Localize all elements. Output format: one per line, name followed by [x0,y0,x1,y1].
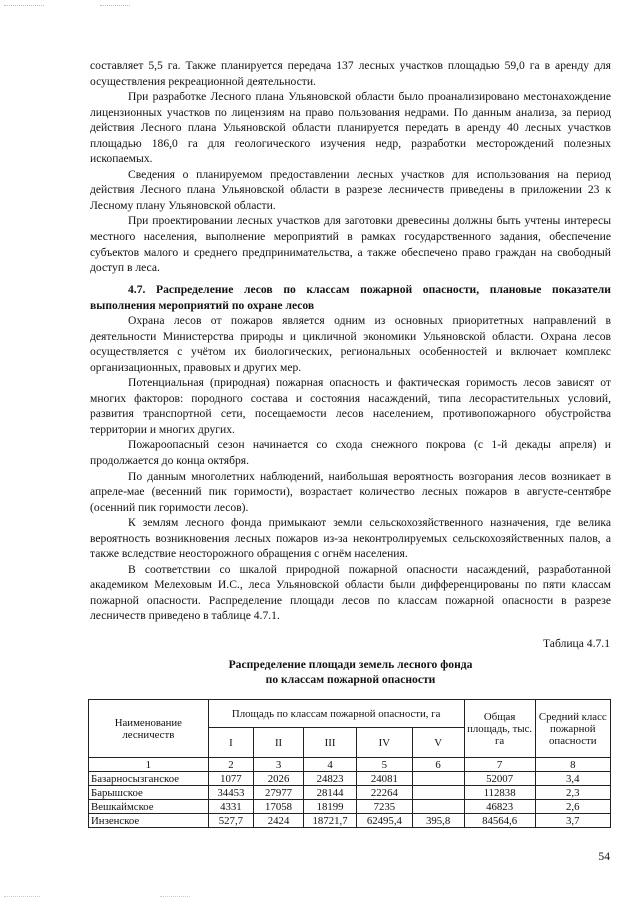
column-number-row [89,758,611,772]
cell-value: 2424 [254,814,304,828]
column-number: 8 [535,758,610,772]
scan-artifact [100,5,130,7]
section-heading: 4.7. Распределение лесов по классам пожарной опасности, плановые показатели выполнения мероприятий по охране лесов [90,283,611,312]
header-class-3: III [303,728,356,758]
cell-forestry: Базарносызганское [89,772,209,786]
table-title-line: по классам пожарной опасности [265,673,436,686]
column-number: 6 [412,758,464,772]
cell-value: 1077 [208,772,253,786]
cell-value: 18721,7 [303,814,356,828]
cell-value: 52007 [464,772,535,786]
cell-value: 46823 [464,800,535,814]
paragraph: составляет 5,5 га. Также планируется передача 137 лесных участков площадью 59,0 га в аренду для осуществления рекреационной деятельности. [90,59,611,88]
cell-value: 4331 [208,800,253,814]
cell-value: 3,4 [535,772,610,786]
header-class-2: II [254,728,304,758]
column-number: 5 [357,758,412,772]
cell-forestry: Инзенское [89,814,209,828]
scan-artifact [4,5,44,7]
column-number: 1 [89,758,209,772]
paragraph: Потенциальная (природная) пожарная опасность и фактическая горимость лесов зависят от многих факторов: породного состава и состояния насаждений, типа лесорастительных условий, развития транспортной сети, посещаемости лесов населением, противопожарного обустройства территории и многих других. [90,376,611,436]
body-text-top [90,58,611,276]
cell-value [412,772,464,786]
cell-value: 2026 [254,772,304,786]
header-total-area: Общая площадь, тыс. га [464,700,535,758]
cell-value: 395,8 [412,814,464,828]
cell-value: 112838 [464,786,535,800]
header-area-by-class: Площадь по классам пожарной опасности, га [208,700,464,728]
cell-value [412,800,464,814]
cell-value: 17058 [254,800,304,814]
cell-value: 2,6 [535,800,610,814]
cell-forestry: Барышское [89,786,209,800]
cell-value: 2,3 [535,786,610,800]
scan-artifact [160,896,190,898]
paragraph: К землям лесного фонда примыкают земли сельскохозяйственного назначения, где велика вероятность возникновения лесных пожаров из-за неконтролируемых сельскохозяйственных палов, а также вследствие неосторожного обращения с огнём населения. [90,516,611,561]
cell-value [412,786,464,800]
header-class-4: IV [357,728,412,758]
column-number: 3 [254,758,304,772]
scan-artifact [4,896,40,898]
table-row [89,786,611,800]
cell-value: 527,7 [208,814,253,828]
cell-value: 24081 [357,772,412,786]
paragraph: При проектировании лесных участков для заготовки древесины должны быть учтены интересы местного населения, выполнение мероприятий в рамках государственного задания, обеспечение субъектов малого и среднего предпринимательства, а также обеспечено право граждан на свободный доступ в леса. [90,214,611,275]
paragraph: По данным многолетних наблюдений, наибольшая вероятность возгорания лесов возникает в апреле-мае (весенний пик горимости), возрастает количество лесных пожаров в августе-сентябре (осенний пик горимости лесов). [90,469,611,514]
cell-value: 18199 [303,800,356,814]
cell-value: 27977 [254,786,304,800]
body-text-section [90,282,611,624]
column-number: 4 [303,758,356,772]
paragraph: При разработке Лесного плана Ульяновской области было проанализировано местонахождение лицензионных участков по лицензиям на право пользования недрами. По данным анализа, за период действия Лесного плана Ульяновской области планируется передать в аренду 40 лесных участков площадью 186,0 га для геологического изучения недр, разработки месторождений полезных ископаемых. [90,90,611,166]
fire-class-table [88,699,611,828]
column-number: 7 [464,758,535,772]
paragraph: Охрана лесов от пожаров является одним из основных приоритетных направлений в деятельности Министерства природы и цикличной экономики Ульяновской области. Охрана лесов осуществляется с учётом их биологических, региональных особенностей и включает комплекс организационных, правовых и других мер. [90,314,611,374]
cell-value: 84564,6 [464,814,535,828]
page-number: 54 [598,850,610,863]
cell-value: 28144 [303,786,356,800]
cell-value: 62495,4 [357,814,412,828]
table-row [89,814,611,828]
cell-value: 7235 [357,800,412,814]
header-class-5: V [412,728,464,758]
paragraph: Пожароопасный сезон начинается со схода снежного покрова (с 1-й декады апреля) и продолжается до конца октября. [90,438,611,468]
cell-forestry: Вешкаймское [89,800,209,814]
paragraph: Сведения о планируемом предоставлении лесных участков для использования на период действия Лесного плана Ульяновской области в разрезе лесничеств приведены в приложении 23 к Лесному плану Ульяновской области. [90,167,611,212]
table-row [89,800,611,814]
table-title [90,657,611,687]
header-average-class: Средний класс пожарной опасности [535,700,610,758]
paragraph: В соответствии со шкалой природной пожарной опасности насаждений, разработанной академиком Мелеховым И.С., леса Ульяновской области были дифференцированы по пяти классам пожарной опасности. Распределение площади лесов по классам пожарной опасности в разрезе лесничеств приведено в таблице 4.7.1. [90,562,611,623]
cell-value: 3,7 [535,814,610,828]
table-caption: Таблица 4.7.1 [543,637,610,650]
cell-value: 34453 [208,786,253,800]
cell-value: 24823 [303,772,356,786]
table-title-line: Распределение площади земель лесного фонда [228,658,473,671]
cell-value: 22264 [357,786,412,800]
table-row [89,772,611,786]
column-number: 2 [208,758,253,772]
header-class-1: I [208,728,253,758]
header-forestry-name: Наименование лесничеств [89,700,209,758]
